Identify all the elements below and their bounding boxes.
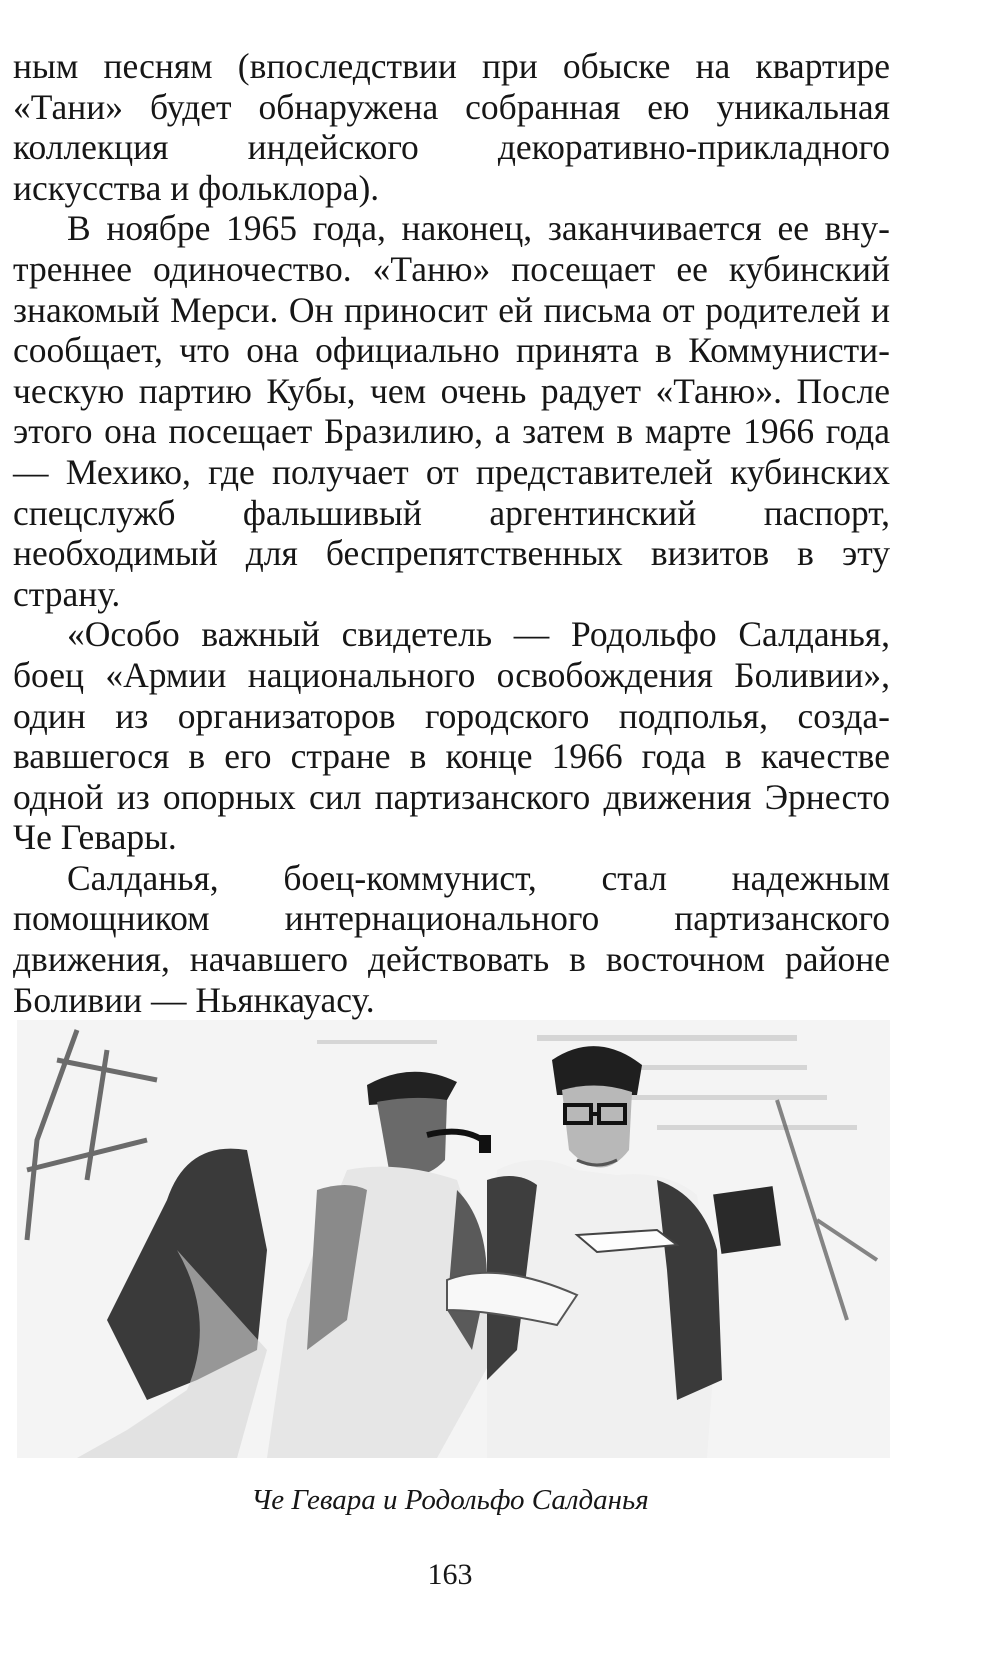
paragraph-continuation: ным песням (впоследствии при обыске на квартире «Тани» будет обнаружена собранная ею уникальная коллекция индейского декоративно-прикладного искусства и фольклора). (13, 46, 890, 208)
paragraph-tanya-november-1965: В ноябре 1965 года, наконец, заканчивается ее внутреннее одиночество. «Таню» посещает ее кубинский знакомый Мерси. Он приносит ей письма от родителей и сообщает, что она официально принята в Коммунистическую партию Кубы, чем очень радует «Таню». После этого она посещает Бразилию, а затем в марте 1966 года — Мехико, где получает от представителей кубинских спецслужб фальшивый аргентинский паспорт, необходимый для беспрепятственных визитов в эту страну. (13, 208, 890, 614)
paragraph-saldanha-witness: «Особо важный свидетель — Родольфо Салданья, боец «Армии национального освобождения Боливии», один из организаторов городского подполья, создававшегося в его стране в конце 1966 года в качестве одной из опорных сил партизанского движения Эрнесто Че Гевары. (13, 614, 890, 858)
page-number: 163 (427, 1558, 473, 1591)
photo-caption: Че Гевара и Родольфо Салданья (251, 1484, 649, 1516)
body-text (13, 46, 890, 1020)
photo-illustration (17, 1020, 890, 1458)
paragraph-saldanha-communist: Салданья, боец-коммунист, стал надежным помощником интернационального партизанского движения, начавшего действовать в восточном районе Боливии — Ньянкауасу. (13, 857, 890, 1020)
photo-che-guevara-saldanha (17, 1020, 890, 1458)
